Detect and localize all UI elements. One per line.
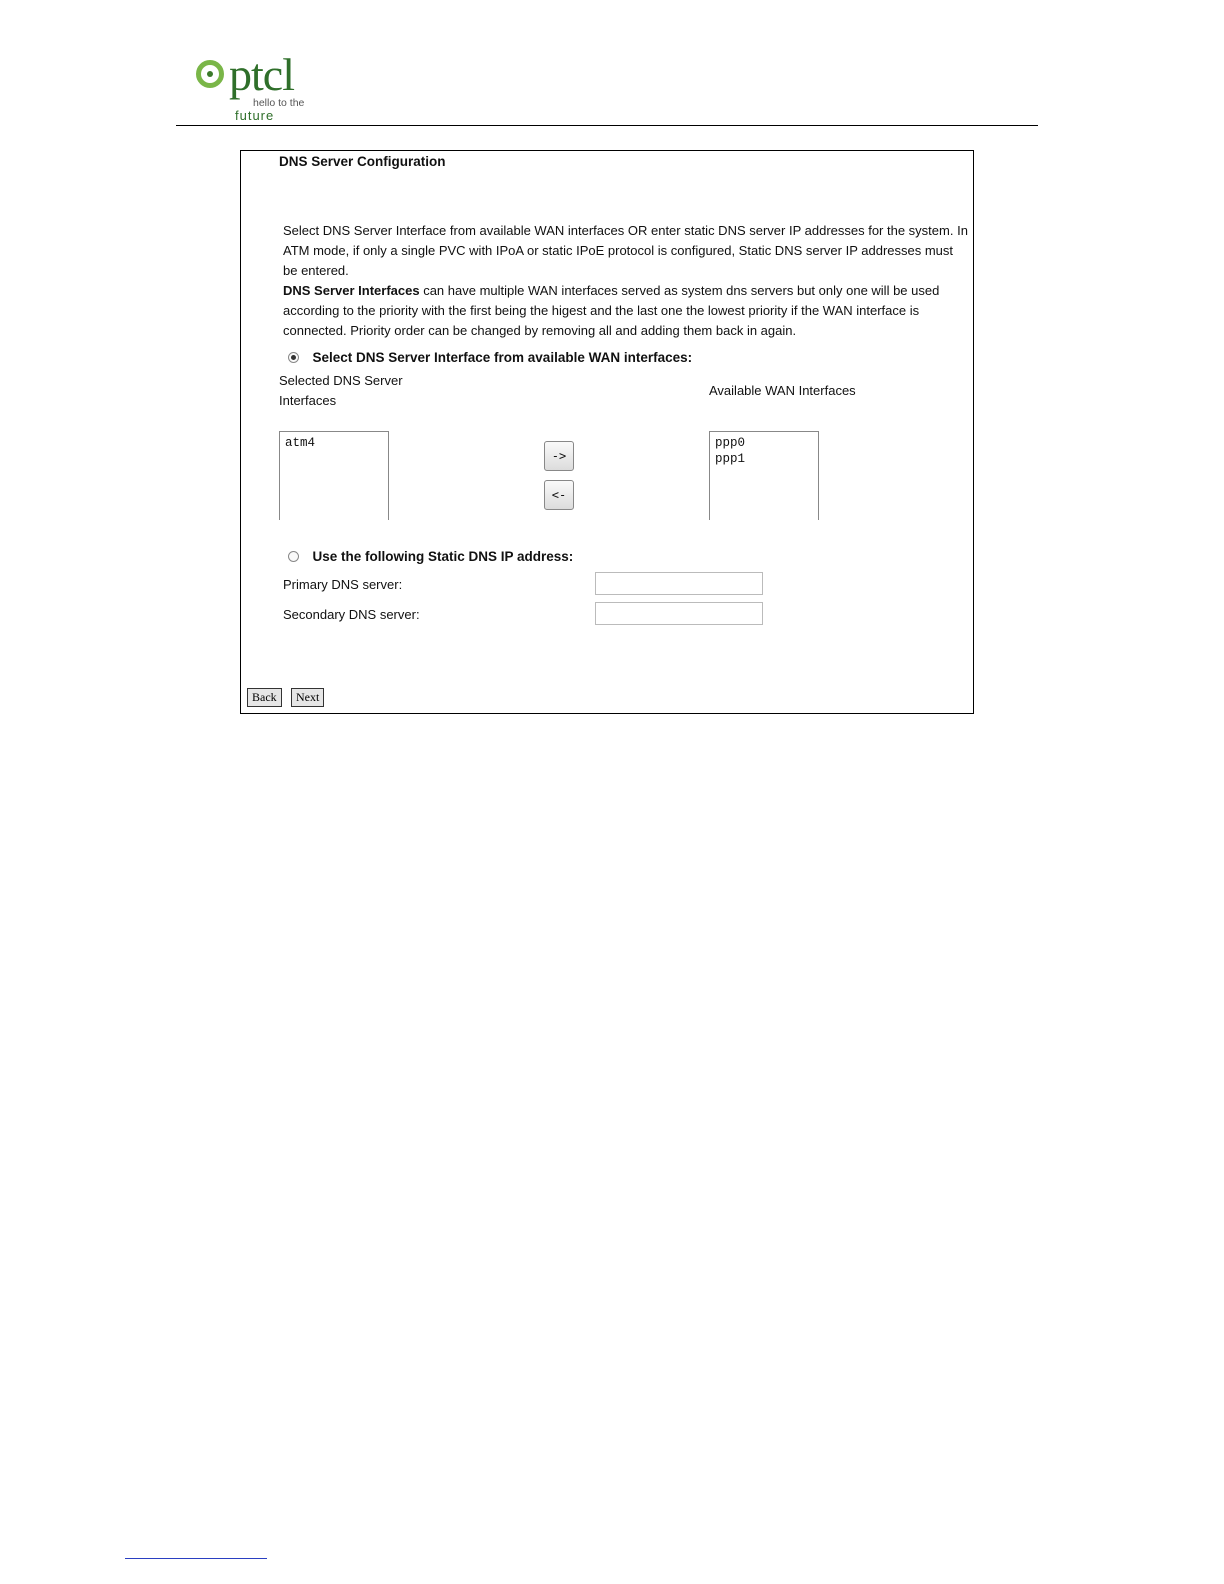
page-description <box>283 221 968 341</box>
available-list-label: Available WAN Interfaces <box>709 383 856 398</box>
interface-radio[interactable] <box>288 352 299 363</box>
static-radio-label: Use the following Static DNS IP address: <box>312 549 574 564</box>
available-interfaces-listbox[interactable] <box>709 431 819 520</box>
back-button[interactable]: Back <box>247 688 282 707</box>
logo-tagline-top: hello to the <box>253 97 305 109</box>
static-radio[interactable] <box>288 551 299 562</box>
selected-list-label <box>279 371 403 411</box>
selected-interfaces-listbox[interactable] <box>279 431 389 520</box>
remove-interface-button[interactable]: <- <box>544 480 574 510</box>
add-interface-button[interactable]: -> <box>544 441 574 471</box>
interfaces-note-bold: DNS Server Interfaces <box>283 283 420 298</box>
list-item[interactable]: ppp0 <box>715 436 746 450</box>
primary-dns-label: Primary DNS server: <box>283 577 403 592</box>
primary-dns-input[interactable] <box>595 572 763 595</box>
dns-config-panel <box>240 150 974 714</box>
selected-list-label-line2: Interfaces <box>279 393 337 408</box>
logo-tagline-bottom: future <box>235 108 275 123</box>
selected-list-label-line1: Selected DNS Server <box>279 373 403 388</box>
option-static-row <box>288 548 573 566</box>
list-item[interactable]: ppp1 <box>715 452 746 466</box>
logo-ring-icon <box>196 60 224 88</box>
option-interface-row <box>288 349 692 367</box>
secondary-dns-input[interactable] <box>595 602 763 625</box>
logo-wordmark: ptcl <box>229 49 294 100</box>
footer-link-underline <box>125 1558 267 1559</box>
header-divider <box>176 125 1038 126</box>
interfaces-note-text: can have multiple WAN interfaces served as system dns servers but only one will be used according to the priority with the first being the higest and the last one the lowest priority if the WAN interface is connected. Priority order can be changed by removing all and adding them back in again. <box>283 283 940 338</box>
list-item[interactable]: atm4 <box>285 436 316 450</box>
next-button[interactable]: Next <box>291 688 324 707</box>
secondary-dns-label: Secondary DNS server: <box>283 607 420 622</box>
description-text: Select DNS Server Interface from available WAN interfaces OR enter static DNS server IP addresses for the system. In ATM mode, if only a single PVC with IPoA or static IPoE protocol is configured, Static DNS server IP addresses must be entered. <box>283 223 968 278</box>
ptcl-logo <box>193 50 323 128</box>
interface-radio-label: Select DNS Server Interface from available WAN interfaces: <box>312 350 693 365</box>
page-title: DNS Server Configuration <box>279 154 446 169</box>
